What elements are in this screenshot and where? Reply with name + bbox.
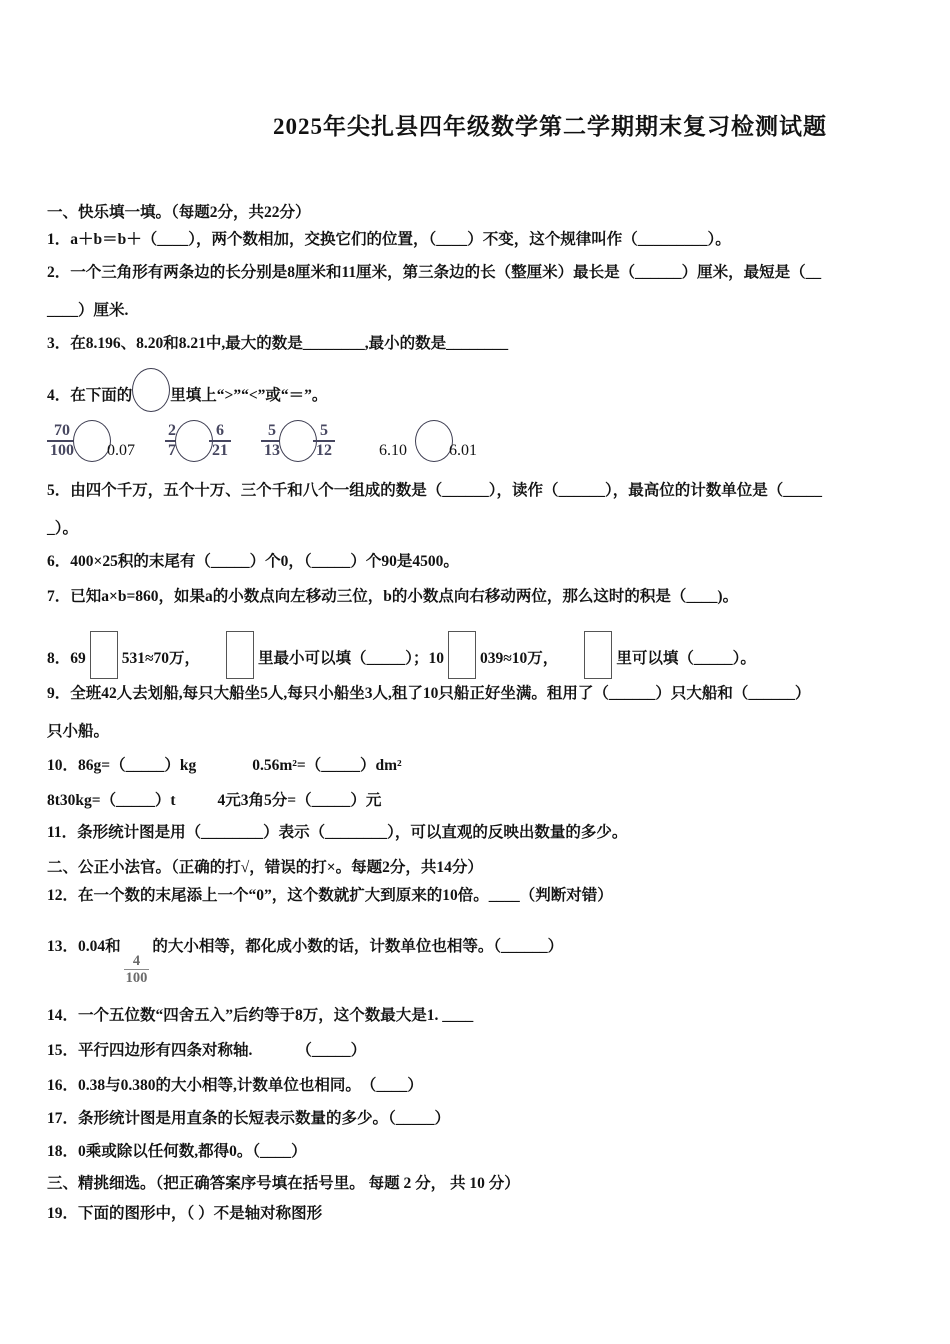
question-10-text: 10．86g=（_____）kg: [47, 757, 197, 774]
question-10-text: 8t30kg=（_____）t: [47, 792, 176, 809]
question-10-line2: [47, 790, 381, 812]
question-15-text: （_____）: [296, 1042, 367, 1059]
decimal-value: 6.10: [379, 442, 407, 459]
question-13-text: 的大小相等，都化成小数的话，计数单位也相等。（______）: [152, 938, 564, 955]
question-7: 7．已知a×b=860，如果a的小数点向左移动三位，b的小数点向右移动两位，那么这时的积是（____)。: [47, 588, 739, 605]
question-17: 17．条形统计图是用直条的长短表示数量的多少。（_____）: [47, 1110, 451, 1127]
question-13-text: 13．0.04和: [47, 938, 121, 955]
digit-box-icon: [90, 631, 118, 679]
question-14: 14．一个五位数“四舍五入”后约等于8万，这个数最大是1. ____: [47, 1007, 474, 1024]
fraction-5-13: $\frac{5}{13}$: [261, 422, 283, 460]
decimal-value: 0.07: [107, 442, 135, 459]
compare-circle-icon: [415, 420, 453, 462]
question-2-line2: ____）厘米.: [47, 302, 129, 319]
section3-header: 三、精挑细选。（把正确答案序号填在括号里。 每题 2 分， 共 10 分）: [47, 1175, 520, 1192]
fraction-4-100: $\frac{4}{100}$: [125, 953, 148, 986]
question-8-text: 里最小可以填（_____）；10: [258, 650, 445, 667]
compare-item-4: [379, 420, 477, 462]
digit-box-icon: [226, 631, 254, 679]
question-6: 6．400×25积的末尾有（_____）个0，（_____）个90是4500。: [47, 553, 459, 570]
question-19: 19．下面的图形中，（ ）不是轴对称图形: [47, 1205, 323, 1222]
section2-header: 二、公正小法官。（正确的打√，错误的打×。每题2分，共14分）: [47, 859, 483, 876]
question-11: 11．条形统计图是用（________）表示（________），可以直观的反映出数量的多少。: [47, 824, 628, 841]
question-1: 1．a＋b＝b＋（____），两个数相加，交换它们的位置，（____）不变，这个规律叫作（_________）。: [47, 231, 731, 248]
compare-circle-icon: [279, 420, 317, 462]
question-10-text: 4元3角5分=（_____）元: [217, 792, 382, 809]
question-8-text: 039≈10万，: [480, 650, 559, 667]
question-9-line2: 只小船。: [47, 723, 110, 740]
question-8-text: 里可以填（_____）。: [616, 650, 756, 667]
fraction-2-7: $\frac{2}{7}$: [165, 422, 179, 460]
question-18: 18．0乘或除以任何数,都得0。（____）: [47, 1143, 307, 1160]
question-3: 3．在8.196、8.20和8.21中,最大的数是________,最小的数是________: [47, 335, 509, 352]
compare-circle-icon: [73, 420, 111, 462]
question-4: [47, 368, 327, 412]
question-8: [47, 631, 756, 679]
fraction-70-100: $\frac{70}{100}$: [47, 422, 77, 460]
decimal-value: 6.01: [449, 442, 477, 459]
question-9-line1: 9．全班42人去划船,每只大船坐5人,每只小船坐3人,租了10只船正好坐满。租用了（______）只大船和（______）: [47, 685, 811, 702]
digit-box-icon: [584, 631, 612, 679]
section1-header: 一、快乐填一填。（每题2分，共22分）: [47, 204, 311, 221]
fraction-5-12: $\frac{5}{12}$: [313, 422, 335, 460]
question-8-text: 531≈70万，: [121, 650, 201, 667]
question-8-text: 8．69: [47, 650, 86, 667]
question-12: 12．在一个数的末尾添上一个“0”，这个数就扩大到原来的10倍。____（判断对错）: [47, 887, 613, 904]
compare-item-2: [165, 420, 231, 462]
question-5-line1: 5．由四个千万，五个十万、三个千和八个一组成的数是（______），读作（______），最高位的计数单位是（_____: [47, 482, 823, 499]
question-2-line1: 2．一个三角形有两条边的长分别是8厘米和11厘米，第三条边的长（整厘米）最长是（______）厘米，最短是（__: [47, 264, 822, 281]
question-4-prefix: 4．在下面的: [47, 387, 133, 404]
compare-row: [47, 413, 477, 469]
page-title: 2025年尖扎县四年级数学第二学期期末复习检测试题: [273, 114, 827, 139]
compare-circle-icon: [132, 368, 170, 412]
question-10-line1: [47, 755, 402, 777]
question-4-suffix: 里填上“>”“<”或“＝”。: [170, 387, 328, 404]
question-16: 16．0.38与0.380的大小相等,计数单位也相同。 （____）: [47, 1077, 423, 1094]
fraction-6-21: $\frac{6}{21}$: [209, 422, 231, 460]
question-15-text: 15．平行四边形有四条对称轴.: [47, 1042, 253, 1059]
question-10-text: 0.56m²=（_____）dm²: [252, 757, 402, 774]
compare-item-1: [47, 420, 135, 462]
compare-item-3: [261, 420, 335, 462]
compare-circle-icon: [175, 420, 213, 462]
question-15: [47, 1040, 366, 1062]
question-13: [47, 936, 563, 986]
question-5-line2: _）。: [47, 520, 79, 537]
digit-box-icon: [448, 631, 476, 679]
